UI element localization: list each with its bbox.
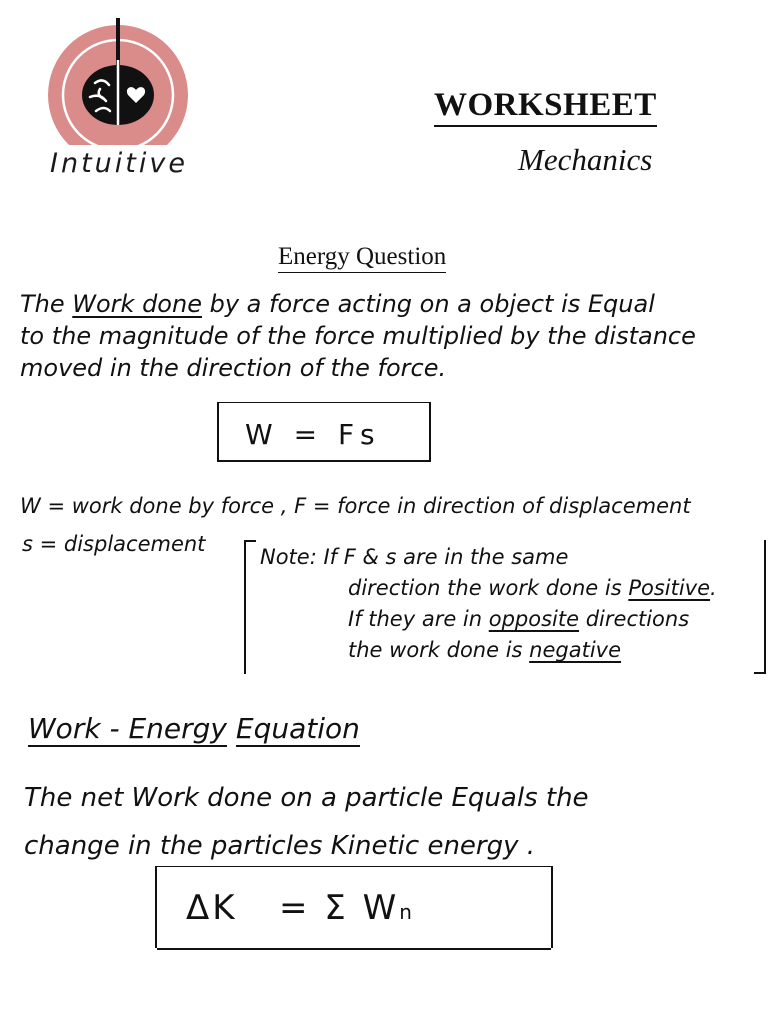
work-energy-heading (28, 712, 360, 745)
paragraph-line-1 (20, 288, 696, 320)
text: . (710, 576, 717, 600)
note-line-3 (260, 604, 717, 635)
underlined-term: opposite (488, 607, 580, 631)
work-energy-formula (186, 888, 415, 928)
worksheet-title: WORKSHEET (434, 86, 657, 127)
text: The (20, 290, 73, 318)
text: the work done is (348, 638, 530, 662)
formula-rhs: = Σ W (279, 888, 400, 928)
worksheet-subtitle: Mechanics (518, 142, 653, 177)
text: If they are in (348, 607, 489, 631)
work-definition-paragraph (20, 288, 696, 384)
brand-name: Intuitive (50, 148, 188, 179)
underlined-term: negative (529, 638, 622, 662)
paragraph-line-2: change in the particles Kinetic energy . (24, 831, 536, 861)
underlined-term: Work done (72, 290, 202, 318)
heading-part-b: Equation (235, 712, 360, 745)
paragraph-line-2: to the magnitude of the force multiplied by the distance (20, 322, 696, 350)
brand-logo (40, 15, 200, 145)
heading-part-a: Work - Energy (28, 712, 227, 745)
formula-subscript: n (399, 900, 415, 924)
text: directions (579, 607, 690, 631)
section-heading: Energy Question (278, 242, 446, 273)
definition-line-1: W = work done by force , F = force in direction of displacement (20, 494, 691, 518)
paragraph-line-3: moved in the direction of the force. (20, 354, 447, 382)
underlined-term: Positive (628, 576, 711, 600)
note-line-2 (260, 573, 717, 604)
text: direction the work done is (348, 576, 629, 600)
paragraph-line-1: The net Work done on a particle Equals the (24, 783, 589, 813)
text: by a force acting on a object is Equal (201, 290, 655, 318)
work-energy-paragraph (24, 774, 589, 870)
note-line-1: Note: If F & s are in the same (260, 545, 569, 569)
definition-line-2: s = displacement (22, 532, 206, 556)
note-line-4 (260, 635, 717, 666)
note-text (260, 542, 717, 666)
work-formula: W = Fs (245, 418, 381, 451)
formula-lhs: ΔK (186, 888, 238, 928)
